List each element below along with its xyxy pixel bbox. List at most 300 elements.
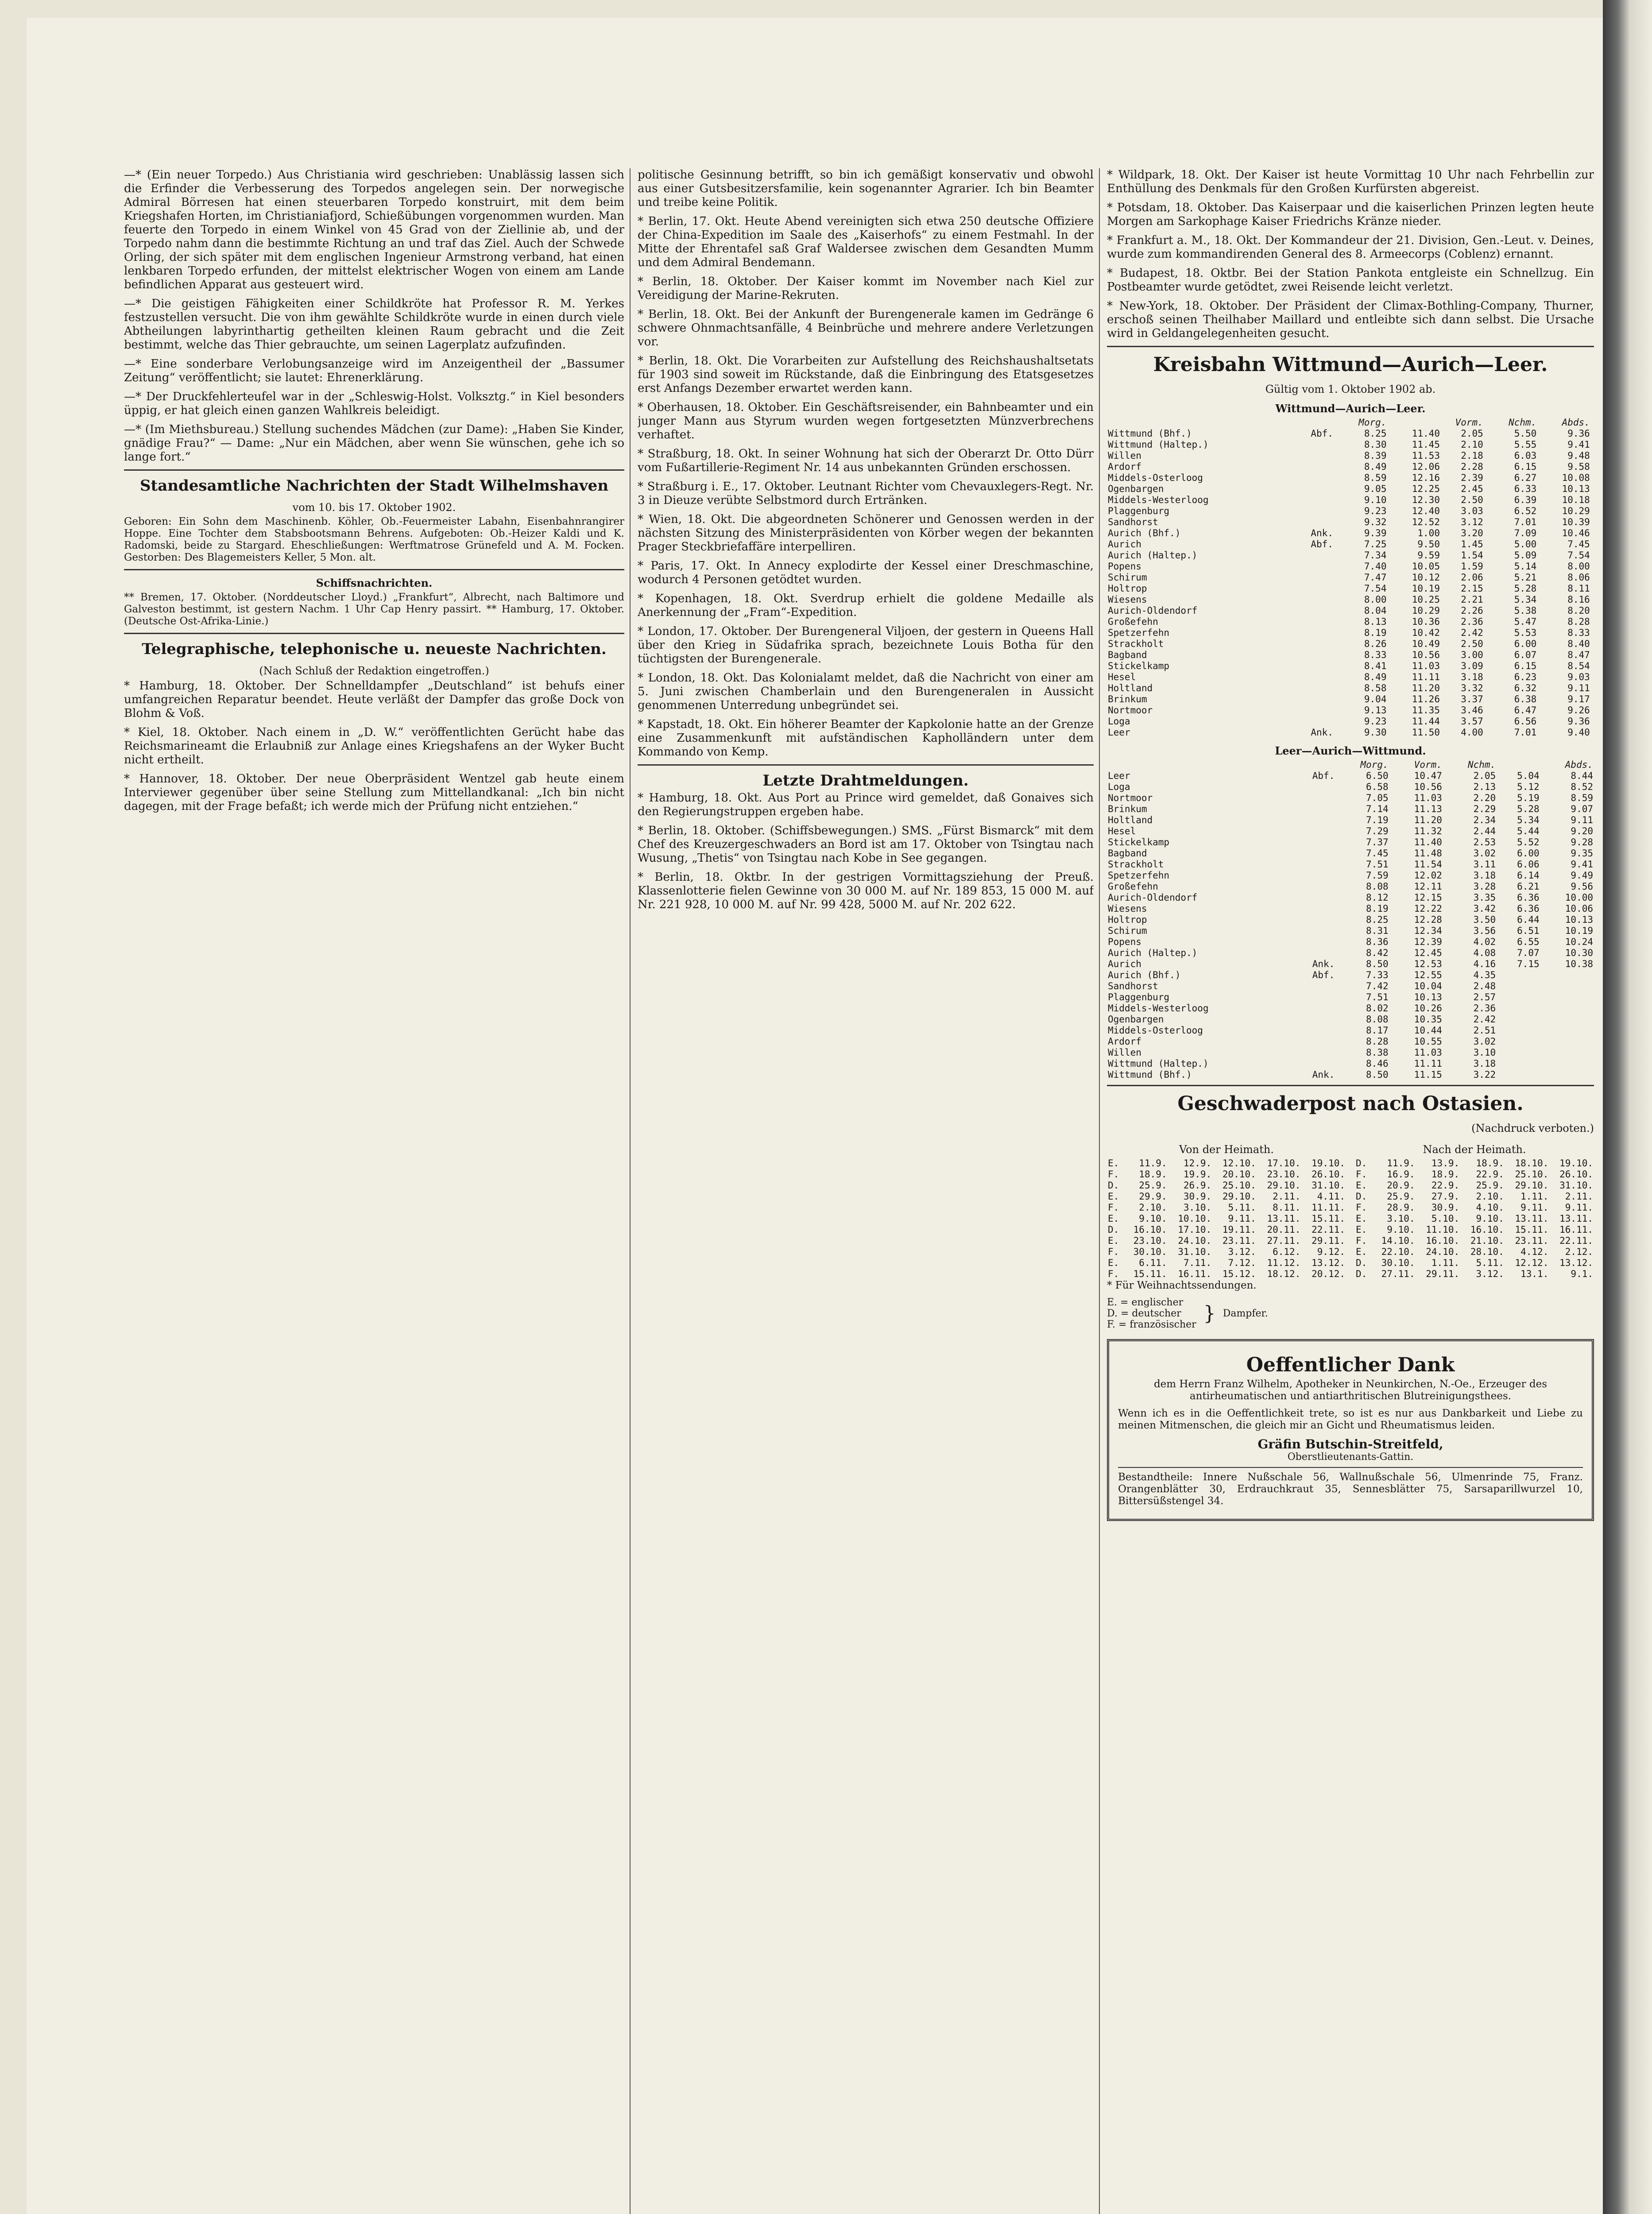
table-cell: Ank. — [1311, 528, 1333, 538]
news-item: * Frankfurt a. M., 18. Okt. Der Kommandeur der 21. Division, Gen.-Leut. v. Deines, wurde zum kommandirenden General des 8. Armeecorps (Coblenz) ernannt. — [1107, 234, 1594, 261]
table-cell: 12.10. — [1222, 1158, 1256, 1169]
table-cell — [1291, 650, 1334, 661]
table-cell: 3.18 — [1461, 672, 1483, 682]
table-cell: 2.15 — [1461, 583, 1483, 594]
table-cell — [1540, 1036, 1594, 1047]
table-cell: 11.48 — [1414, 848, 1442, 859]
post-row — [1355, 1180, 1594, 1191]
table-cell: 2.45 — [1461, 484, 1483, 494]
table-cell: 7.01 — [1514, 517, 1537, 527]
table-cell — [1292, 1058, 1335, 1069]
table-cell — [1292, 782, 1335, 793]
table-cell — [1591, 639, 1594, 650]
table-cell: 6.50 — [1366, 770, 1389, 781]
post-row — [1355, 1158, 1594, 1169]
table-cell: Middels-Westerloog — [1108, 495, 1209, 505]
table-cell: 15.11. — [1133, 1269, 1167, 1279]
column-rule-1 — [630, 168, 631, 2214]
table-cell: E. — [1108, 1235, 1119, 1246]
post-row — [1107, 1191, 1346, 1202]
post-row — [1107, 1269, 1346, 1280]
table-cell: 8.59 — [1364, 472, 1387, 483]
table-cell: 16.11. — [1178, 1269, 1212, 1279]
timetable-row — [1107, 472, 1594, 484]
table-cell: 22.11. — [1559, 1235, 1593, 1246]
table-cell: 8.52 — [1571, 782, 1593, 792]
table-cell — [1292, 826, 1335, 837]
table-cell: 7.33 — [1366, 970, 1389, 980]
table-cell: 3.18 — [1473, 1058, 1496, 1069]
table-cell: 5.14 — [1514, 561, 1537, 572]
table-cell — [1292, 914, 1335, 925]
table-cell: 2.48 — [1473, 981, 1496, 991]
table-cell: 7.11. — [1183, 1258, 1212, 1268]
table-cell: 12.34 — [1414, 925, 1442, 936]
timetable-row — [1107, 439, 1594, 450]
table-cell: 8.33 — [1567, 627, 1590, 638]
table-cell — [1291, 506, 1334, 517]
table-cell: 6.52 — [1514, 506, 1537, 516]
table-cell: 17.10. — [1178, 1224, 1212, 1235]
table-cell — [1291, 484, 1334, 495]
table-cell: 11.54 — [1414, 859, 1442, 870]
table-cell: 4.16 — [1473, 959, 1496, 969]
table-cell: 12.9. — [1183, 1158, 1212, 1169]
kreisbahn-valid: Gültig vom 1. Oktober 1902 ab. — [1265, 383, 1436, 395]
post-legend: E. = englischer D. = deutscher F. = französischer } Dampfer. — [1107, 1297, 1268, 1330]
table-cell: 8.47 — [1567, 650, 1590, 660]
table-cell: D. — [1108, 1224, 1119, 1235]
timetable-1-title: Wittmund—Aurich—Leer. — [1275, 402, 1426, 415]
table-cell: 6.32 — [1514, 683, 1537, 693]
table-cell: 6.38 — [1514, 694, 1537, 704]
table-cell: 2.53 — [1473, 837, 1496, 848]
table-cell — [1291, 517, 1334, 528]
table-cell: 5.21 — [1514, 572, 1537, 583]
table-cell: 2.28 — [1461, 461, 1483, 472]
table-cell — [1292, 815, 1335, 826]
table-cell: 8.20 — [1567, 605, 1590, 616]
table-cell: 8.49 — [1364, 461, 1387, 472]
table-cell: 22.9. — [1476, 1169, 1504, 1180]
table-cell: 16.10. — [1426, 1235, 1460, 1246]
table-cell: 25.10. — [1222, 1180, 1256, 1191]
table-cell: Ank. — [1311, 727, 1333, 738]
table-cell: 5.00 — [1514, 539, 1537, 550]
table-cell: 11.35 — [1412, 705, 1440, 716]
table-cell: 9.13 — [1364, 705, 1387, 716]
table-cell: 3.37 — [1461, 694, 1483, 704]
table-cell: Leer — [1108, 727, 1130, 738]
table-cell: 9.11. — [1520, 1202, 1549, 1213]
table-cell: 3.20 — [1461, 528, 1483, 538]
table-cell: 9.30 — [1364, 727, 1387, 738]
table-cell: 27.11. — [1381, 1269, 1415, 1279]
table-cell: 2.42 — [1473, 1014, 1496, 1025]
table-cell: Wittmund (Haltep.) — [1108, 1058, 1209, 1069]
table-cell: 8.26 — [1364, 639, 1387, 649]
timetable-row — [1107, 705, 1594, 716]
table-cell — [1291, 583, 1334, 594]
table-cell: 3.32 — [1461, 683, 1483, 693]
table-cell: 3.11 — [1473, 859, 1496, 870]
table-cell: 6.15 — [1514, 661, 1537, 671]
table-cell: 7.01 — [1514, 727, 1537, 738]
table-cell: 8.19 — [1366, 903, 1389, 914]
table-cell: 9.10. — [1476, 1213, 1504, 1224]
table-cell: D. — [1108, 1180, 1119, 1191]
news-item: * Potsdam, 18. Oktober. Das Kaiserpaar und die kaiserlichen Prinzen legten heute Morgen am Sarkophage Kaiser Friedrichs Kränze nieder. — [1107, 201, 1594, 228]
timetable-row — [1107, 484, 1594, 495]
table-cell: Wittmund (Bhf.) — [1108, 428, 1192, 439]
table-cell: 7.05 — [1366, 793, 1389, 803]
table-cell: Wittmund (Bhf.) — [1108, 1069, 1192, 1080]
table-cell: 12.39 — [1414, 937, 1442, 947]
tele-item: * Hannover, 18. Oktober. Der neue Oberpräsident Wentzel gab heute einem Interviewer gegenüber über seine Stellung zum Mittellandkanal: „Ich bin nicht dagegen, mit der Frage befaßt; ich werde mich der Prüfung nicht entziehen.“ — [124, 772, 624, 813]
table-cell: 3.10 — [1473, 1047, 1496, 1058]
table-cell: 23.11. — [1515, 1235, 1549, 1246]
table-cell: 7.51 — [1366, 859, 1389, 870]
table-cell: 5.44 — [1517, 826, 1540, 836]
table-cell — [1591, 627, 1594, 639]
table-cell: 10.12 — [1412, 572, 1440, 583]
column-1 — [124, 168, 624, 2214]
table-cell: 3.02 — [1473, 848, 1496, 859]
timetable-row — [1107, 727, 1594, 738]
divider — [124, 469, 624, 471]
timetable-row — [1107, 948, 1594, 959]
timetable-row — [1107, 661, 1594, 672]
table-cell: 10.47 — [1414, 770, 1442, 781]
table-cell — [1591, 605, 1594, 616]
table-cell — [1292, 948, 1335, 959]
table-cell: D. — [1356, 1258, 1367, 1268]
table-cell: 3.12. — [1228, 1246, 1256, 1257]
table-cell: 12.25 — [1412, 484, 1440, 494]
table-cell: 7.54 — [1364, 583, 1387, 594]
table-cell: 10.00 — [1565, 892, 1593, 903]
schiff-text: ** Bremen, 17. Oktober. (Norddeutscher Lloyd.) „Frankfurt“, Albrecht, nach Baltimore und Galveston bestimmt, ist gestern Nachm. 1 Uhr Cap Henry passirt. ** Hamburg, 17. Oktober. (Deutsche Ost-Afrika-Linie.) — [124, 592, 624, 627]
table-cell: Sandhorst — [1108, 517, 1158, 527]
table-cell: 10.56 — [1412, 650, 1440, 660]
table-cell: 9.12. — [1317, 1246, 1345, 1257]
table-cell: 6.03 — [1514, 450, 1537, 461]
article-miethsbureau: —* (Im Miethsbureau.) Stellung suchendes Mädchen (zur Dame): „Haben Sie Kinder, gnädige Frau?“ — Dame: „Nur ein Mädchen, aber wenn Sie wünschen, gehe ich so lange fort.“ — [124, 423, 624, 464]
table-cell: 9.35 — [1571, 848, 1593, 859]
table-cell: 11.40 — [1414, 837, 1442, 848]
table-cell: Aurich (Bhf.) — [1108, 970, 1181, 980]
table-cell: 3.03 — [1461, 506, 1483, 516]
table-cell: Holtland — [1108, 815, 1153, 825]
table-cell: Aurich (Bhf.) — [1108, 528, 1181, 538]
table-cell: 8.50 — [1366, 1069, 1389, 1080]
table-cell: 6.11. — [1139, 1258, 1167, 1268]
table-cell: 9.32 — [1364, 517, 1387, 527]
table-cell: 5.04 — [1517, 770, 1540, 781]
table-cell: Aurich — [1108, 959, 1141, 969]
table-cell: 2.36 — [1473, 1003, 1496, 1014]
table-cell: 9.10. — [1139, 1213, 1167, 1224]
table-cell: 8.00 — [1567, 561, 1590, 572]
table-cell: Abf. — [1311, 539, 1333, 550]
table-cell: 10.25 — [1412, 594, 1440, 605]
table-cell: Schirum — [1108, 572, 1147, 583]
table-cell: 8.44 — [1571, 770, 1593, 781]
table-cell — [1591, 616, 1594, 627]
timetable-row — [1107, 1036, 1594, 1047]
table-cell: 13.11. — [1559, 1213, 1593, 1224]
table-cell: 9.23 — [1364, 506, 1387, 516]
news-item: * Wildpark, 18. Okt. Der Kaiser ist heute Vormittag 10 Uhr nach Fehrbellin zur Enthüllung des Denkmals für den Großen Kurfürsten abgereist. — [1107, 168, 1594, 195]
table-cell: 5.34 — [1514, 594, 1537, 605]
table-cell: 8.54 — [1567, 661, 1590, 671]
table-cell: 10.13 — [1562, 484, 1590, 494]
table-cell: F. — [1108, 1246, 1119, 1257]
timetable-row — [1107, 782, 1594, 793]
table-cell: F. — [1108, 1269, 1119, 1279]
table-cell: 5.47 — [1514, 616, 1537, 627]
table-cell: 8.31 — [1366, 925, 1389, 936]
table-cell — [1497, 1036, 1540, 1047]
table-cell: 7.15 — [1517, 959, 1540, 969]
table-cell: 5.09 — [1514, 550, 1537, 561]
letzte-item: * Hamburg, 18. Okt. Aus Port au Prince wird gemeldet, daß Gonaives sich den Regierungstruppen ergeben habe. — [638, 791, 1094, 818]
table-cell — [1292, 992, 1335, 1003]
table-cell — [1292, 793, 1335, 804]
table-cell: 8.40 — [1567, 639, 1590, 649]
table-cell: Plaggenburg — [1108, 506, 1170, 516]
table-cell — [1291, 439, 1334, 450]
table-cell: 20.11. — [1267, 1224, 1301, 1235]
table-cell: 7.29 — [1366, 826, 1389, 836]
table-cell: 25.10. — [1515, 1169, 1549, 1180]
table-cell — [1291, 683, 1334, 694]
table-cell: 11.9. — [1387, 1158, 1415, 1169]
column-2 — [638, 168, 1094, 2214]
table-cell: Spetzerfehn — [1108, 627, 1170, 638]
table-cell — [1292, 859, 1335, 870]
table-cell: E. — [1108, 1213, 1119, 1224]
table-cell — [1591, 716, 1594, 727]
timetable-row — [1107, 815, 1594, 826]
table-cell: E. — [1108, 1258, 1119, 1268]
table-cell — [1540, 1069, 1594, 1080]
post-right-table — [1355, 1158, 1594, 1280]
table-cell: 11.11 — [1414, 1058, 1442, 1069]
table-cell: Popens — [1108, 561, 1141, 572]
table-cell: 10.29 — [1412, 605, 1440, 616]
tele-item: * Hamburg, 18. Oktober. Der Schnelldampfer „Deutschland“ ist behufs einer umfangreichen Reparatur beendet. Heute verläßt der Dampfer das große Dock von Blohm & Voß. — [124, 679, 624, 720]
table-cell: 2.13 — [1473, 782, 1496, 792]
table-cell: 3.12. — [1476, 1269, 1504, 1279]
table-cell: 22.11. — [1312, 1224, 1345, 1235]
dank-box — [1107, 1339, 1594, 1521]
table-cell: 2.42 — [1461, 627, 1483, 638]
table-cell: 13.1. — [1520, 1269, 1549, 1279]
table-cell — [1497, 1014, 1540, 1025]
table-cell: F. — [1356, 1235, 1367, 1246]
timetable-row — [1107, 561, 1594, 572]
news-item: * London, 17. Oktober. Der Burengeneral Viljoen, der gestern in Queens Hall über den Krieg in Südafrika sprach, bezeichnete Louis Botha für den tüchtigsten der Burengenerale. — [638, 625, 1094, 666]
table-cell: 6.00 — [1517, 848, 1540, 859]
legend-word: Dampfer. — [1223, 1308, 1268, 1319]
table-cell: 5.12 — [1517, 782, 1540, 792]
table-cell — [1540, 1058, 1594, 1069]
timetable-row — [1107, 859, 1594, 870]
table-cell — [1292, 925, 1335, 937]
timetable-row — [1107, 1025, 1594, 1036]
table-cell: 8.11 — [1567, 583, 1590, 594]
table-cell: 2.10. — [1476, 1191, 1504, 1202]
table-cell: 29.10. — [1267, 1180, 1301, 1191]
table-cell: 9.1. — [1571, 1269, 1593, 1279]
table-cell: 8.08 — [1366, 1014, 1389, 1025]
divider — [1107, 1085, 1594, 1086]
timetable-row — [1107, 1047, 1594, 1058]
table-cell: 9.11. — [1228, 1213, 1256, 1224]
table-cell: 3.57 — [1461, 716, 1483, 727]
table-cell: 6.33 — [1514, 484, 1537, 494]
col-head: Abds. — [1562, 417, 1590, 428]
table-cell: 9.49 — [1571, 870, 1593, 881]
table-cell: 9.56 — [1571, 881, 1593, 892]
table-cell: Wittmund (Haltep.) — [1108, 439, 1209, 450]
table-cell: 2.11. — [1565, 1191, 1593, 1202]
table-cell: E. — [1356, 1213, 1367, 1224]
tele-title: Telegraphische, telephonische u. neueste Nachrichten. — [142, 640, 607, 658]
table-cell: 11.40 — [1412, 428, 1440, 439]
divider — [638, 764, 1094, 766]
divider — [124, 569, 624, 570]
table-cell: 8.30 — [1364, 439, 1387, 450]
timetable-row — [1107, 583, 1594, 594]
article-schildkroete: —* Die geistigen Fähigkeiten einer Schildkröte hat Professor R. M. Yerkes festzustellen versucht. Die von ihm gewählte Schildkröte wurde in einen durch viele Abtheilungen labyrinthartig getheilten kleinen Raum gebracht und die Zeit bestimmt, welche das Thier gebrauchte, um seinen Lagerplatz aufzufinden. — [124, 297, 624, 352]
table-cell: 2.21 — [1461, 594, 1483, 605]
table-cell: 12.02 — [1414, 870, 1442, 881]
table-cell: Abf. — [1311, 428, 1333, 439]
table-cell: 10.13 — [1414, 992, 1442, 1002]
table-cell — [1292, 870, 1335, 881]
table-cell: Strackholt — [1108, 639, 1164, 649]
table-cell: Brinkum — [1108, 694, 1147, 704]
table-cell: Großefehn — [1108, 881, 1158, 892]
table-cell: 11.50 — [1412, 727, 1440, 738]
table-cell: 8.41 — [1364, 661, 1387, 671]
table-cell: 2.36 — [1461, 616, 1483, 627]
table-cell: 16.9. — [1387, 1169, 1415, 1180]
table-cell: 2.11. — [1273, 1191, 1301, 1202]
table-cell: 4.02 — [1473, 937, 1496, 947]
table-cell: 15.12. — [1222, 1269, 1256, 1279]
table-cell: 6.06 — [1517, 859, 1540, 870]
table-cell: 13.9. — [1431, 1158, 1460, 1169]
table-cell: 12.40 — [1412, 506, 1440, 516]
table-cell: Aurich (Haltep.) — [1108, 948, 1198, 958]
table-cell: 9.58 — [1567, 461, 1590, 472]
dank-parts: Bestandtheile: Innere Nußschale 56, Wallnußschale 56, Ulmenrinde 75, Franz. Orangenblätter 30, Erdrauchkraut 35, Sennesblätter 75, Sarsaparillwurzel 10, Bittersüßstengel 34. — [1118, 1467, 1583, 1507]
table-cell: 10.35 — [1414, 1014, 1442, 1025]
table-cell — [1497, 1058, 1540, 1069]
table-cell: Holtrop — [1108, 583, 1147, 594]
news-item: * London, 18. Okt. Das Kolonialamt meldet, daß die Nachricht von einer am 5. Juni zwischen Chamberlain und den Burengeneralen in Aussicht genommenen Unterredung unbegründet sei. — [638, 671, 1094, 712]
table-cell: 9.10. — [1387, 1224, 1415, 1235]
table-cell: 3.56 — [1473, 925, 1496, 936]
table-cell — [1497, 981, 1540, 992]
table-cell: 11.13 — [1414, 804, 1442, 814]
column-rule-2 — [1099, 168, 1100, 2214]
table-cell — [1292, 848, 1335, 859]
table-cell: 2.44 — [1473, 826, 1496, 836]
table-cell: 13.11. — [1267, 1213, 1301, 1224]
table-cell: E. — [1356, 1224, 1367, 1235]
table-cell: 9.11. — [1565, 1202, 1593, 1213]
table-cell: 6.07 — [1514, 650, 1537, 660]
table-cell: 23.11. — [1222, 1235, 1256, 1246]
table-cell: 10.39 — [1562, 517, 1590, 527]
table-cell: 7.12. — [1228, 1258, 1256, 1268]
table-cell: 4.35 — [1473, 970, 1496, 980]
table-cell: 10.44 — [1414, 1025, 1442, 1036]
table-cell: Abf. — [1312, 970, 1335, 980]
table-cell: 7.45 — [1366, 848, 1389, 859]
news-item: * Kapstadt, 18. Okt. Ein höherer Beamter der Kapkolonie hatte an der Grenze eine Zusammenkunft mit aufständischen Kapholländern unter dem Kommando von Kemp. — [638, 718, 1094, 759]
table-cell: F. — [1108, 1169, 1119, 1180]
table-cell: 11.15 — [1414, 1069, 1442, 1080]
col-head: Nchm. — [1467, 759, 1496, 770]
table-cell: 8.04 — [1364, 605, 1387, 616]
table-cell: Holtland — [1108, 683, 1153, 693]
table-cell: 2.10. — [1139, 1202, 1167, 1213]
table-cell: 10.55 — [1414, 1036, 1442, 1047]
table-cell: 16.10. — [1133, 1224, 1167, 1235]
table-cell: 11.20 — [1412, 683, 1440, 693]
table-cell: Holtrop — [1108, 914, 1147, 925]
table-cell — [1292, 903, 1335, 914]
table-cell: 20.9. — [1387, 1180, 1415, 1191]
news-item: * New-York, 18. Oktober. Der Präsident der Climax-Bothling-Company, Thurner, erschoß seinen Theilhaber Maillard und entleibte sich dann selbst. Die Ursache wird in Geldangelegenheiten gesucht. — [1107, 299, 1594, 340]
timetable-row — [1107, 1003, 1594, 1014]
dank-title: Oeffentlicher Dank — [1246, 1354, 1455, 1376]
post-row — [1355, 1169, 1594, 1180]
table-cell: 11.03 — [1414, 1047, 1442, 1058]
timetable-row — [1107, 683, 1594, 694]
table-cell: Aurich-Oldendorf — [1108, 605, 1198, 616]
table-cell: Plaggenburg — [1108, 992, 1170, 1002]
table-cell — [1291, 495, 1334, 506]
table-cell: 15.11. — [1312, 1213, 1345, 1224]
table-cell: 12.28 — [1414, 914, 1442, 925]
dank-text: Wenn ich es in die Oeffentlichkeit trete, so ist es nur aus Dankbarkeit und Liebe zu meinen Mitmenschen, die gleich mir an Gicht und Rheumatismus leiden. — [1118, 1408, 1583, 1431]
table-cell — [1292, 892, 1335, 903]
letzte-title: Letzte Drahtmeldungen. — [762, 772, 969, 790]
table-cell: 10.18 — [1562, 495, 1590, 505]
table-cell: Sandhorst — [1108, 981, 1158, 991]
table-cell: E. — [1356, 1180, 1367, 1191]
table-cell: 24.10. — [1426, 1246, 1460, 1257]
table-cell: 9.36 — [1567, 428, 1590, 439]
table-cell: 6.27 — [1514, 472, 1537, 483]
table-cell — [1291, 605, 1334, 616]
post-row — [1107, 1169, 1346, 1180]
table-cell: 3.00 — [1461, 650, 1483, 660]
table-cell: 7.09 — [1514, 528, 1537, 538]
table-cell: 3.42 — [1473, 903, 1496, 914]
table-cell: 3.18 — [1473, 870, 1496, 881]
table-cell — [1292, 804, 1335, 815]
table-cell: 8.08 — [1366, 881, 1389, 892]
table-cell — [1291, 594, 1334, 605]
table-cell: 30.10. — [1133, 1246, 1167, 1257]
